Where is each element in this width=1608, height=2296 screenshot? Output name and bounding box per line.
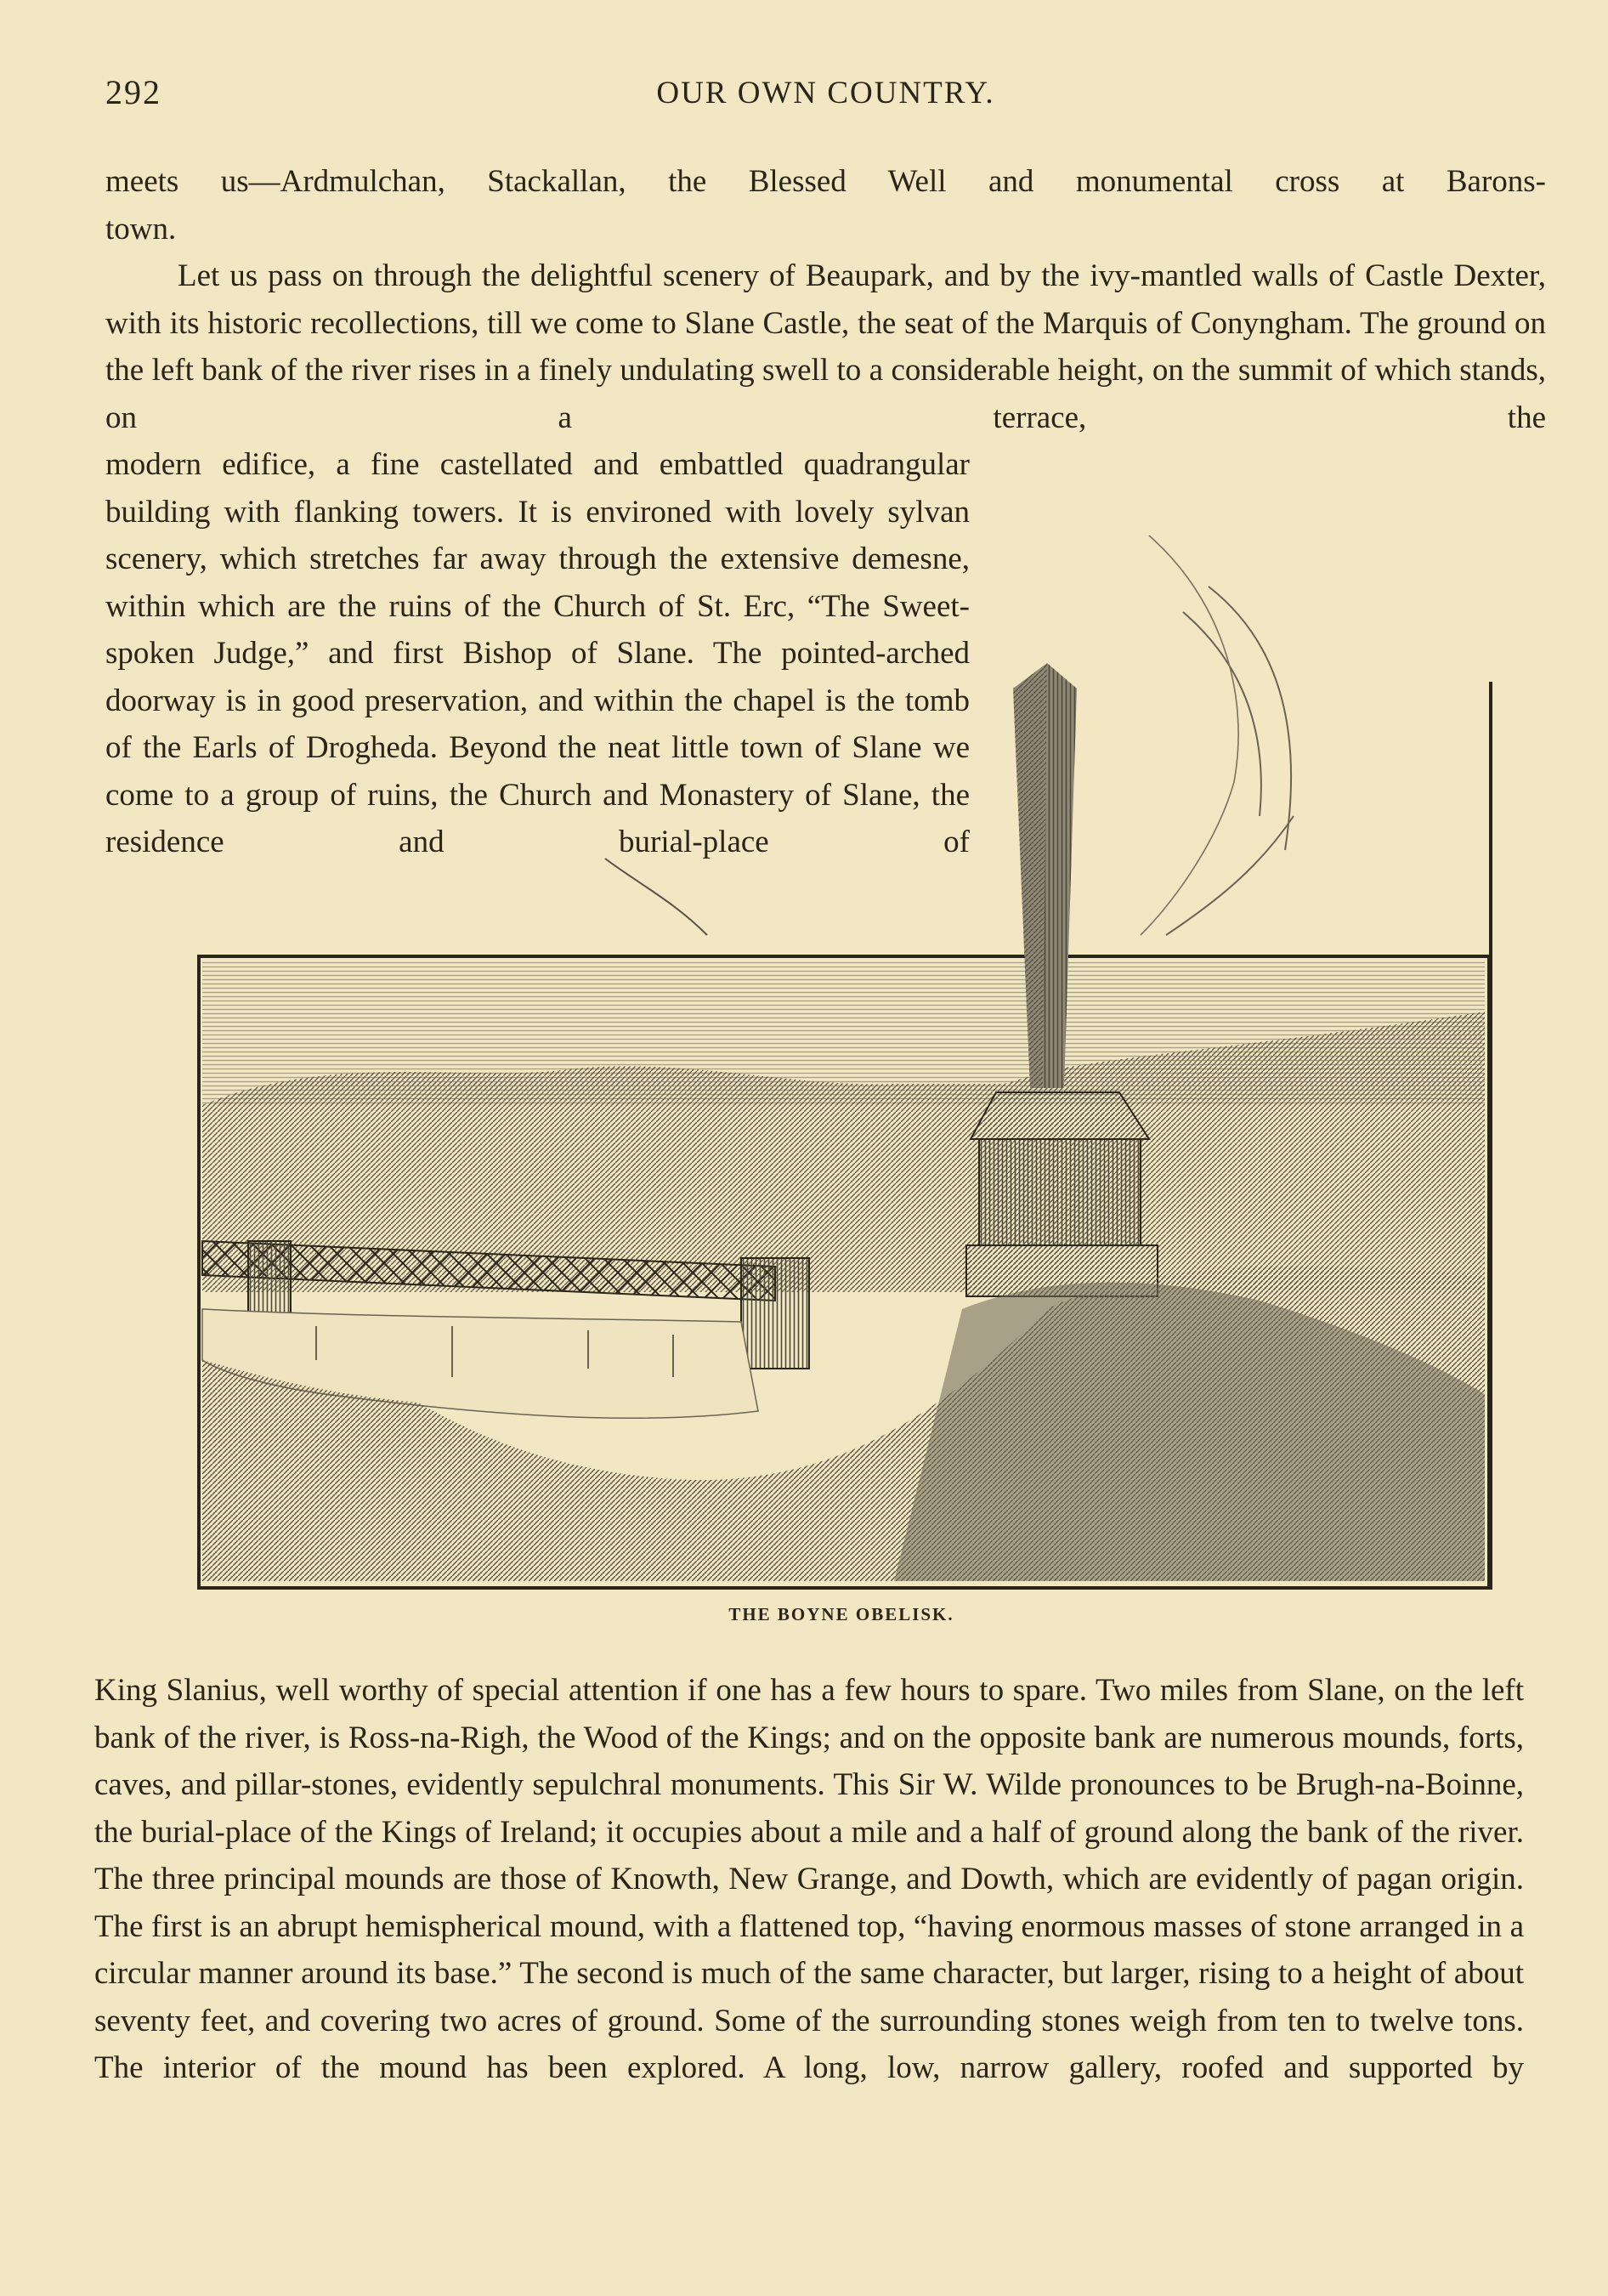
paragraph-2: Let us pass on through the delightful scenery of Beaupark, and by the ivy-mantled walls of Castle Dexter, with its historic recollections, till we come to Slane Castle, the seat of the Marquis of Conyngham. The ground on the left bank of the river rises in a finely undulating swell to a considerable height, on the summit of which stands, on a terrace, the (105, 258, 1546, 435)
illustration-right-rule (1489, 682, 1492, 1590)
paragraph-3-column: modern edifice, a fine castellated and embattled quadrangular building with flanking towers. It is environed with lovely sylvan scenery, which stretches far away through the extensive demesne, within which are the ruins of the Church of St. Erc, “The Sweet-spoken Judge,” and first Bishop of Slane. The pointed-arched doorway is in good preservation, and within the chapel is the tomb of the Earls of Drogheda. Beyond the neat little town of Slane we come to a group of ruins, the Church and Monastery of Slane, the residence and burial-place of (105, 447, 970, 859)
boyne-obelisk-illustration (197, 459, 1498, 1590)
paragraph-1-text: meets us—Ardmulchan, Stackallan, the Blessed Well and monumental cross at Barons- (105, 164, 1546, 199)
paragraph-1 (105, 158, 1546, 252)
paragraph-4: King Slanius, well worthy of special attention if one has a few hours to spare. Two miles from Slane, on the left bank of the river, is Ross-na-Righ, the Wood of the Kings; and on the opposite bank are numerous mounds, forts, caves, and pillar-stones, evidently sepulchral monuments. This Sir W. Wilde pronounces to be Brugh-na-Boinne, the burial-place of the Kings of Ireland; it occupies about a mile and a half of ground along the bank of the river. The three principal mounds are those of Knowth, New Grange, and Dowth, which are evidently of pagan origin. The first is an abrupt hemispherical mound, with a flattened top, “having enormous masses of stone arranged in a circular manner around its base.” The second is much of the same character, but larger, rising to a height of about seventy feet, and covering two acres of ground. Some of the surrounding stones weigh from ten to twelve tons. The interior of the mound has been explored. A long, low, narrow gallery, roofed and supported by (94, 1673, 1524, 2085)
paragraph-1-last-line: town. (105, 211, 177, 247)
running-title: OUR OWN COUNTRY. (656, 76, 995, 111)
page-number: 292 (105, 73, 161, 111)
illustration-caption: THE BOYNE OBELISK. (728, 1604, 954, 1624)
page-header (105, 72, 1546, 123)
